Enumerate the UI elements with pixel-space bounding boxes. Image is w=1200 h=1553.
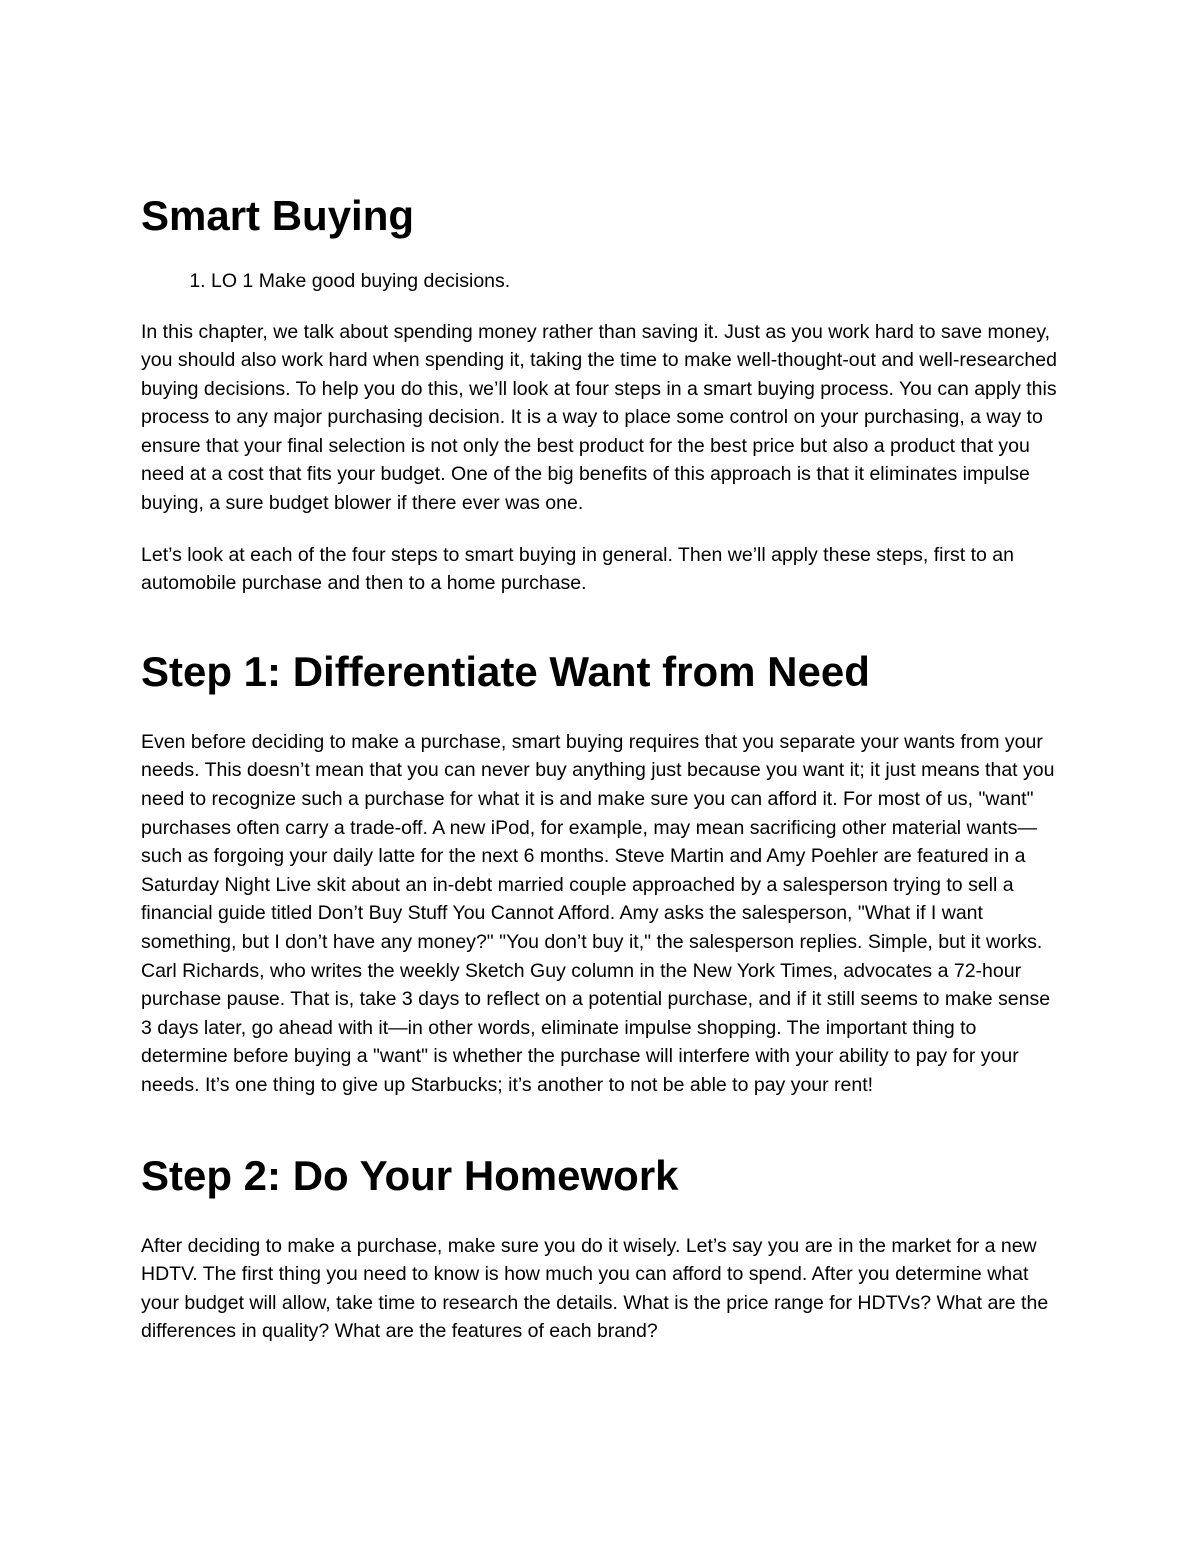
section-heading-step-2: Step 2: Do Your Homework	[141, 1151, 679, 1199]
list-item: 1. LO 1 Make good buying decisions.	[211, 267, 1063, 296]
section-body-step-1: Even before deciding to make a purchase, smart buying requires that you separate your wants from your needs. This doesn’t mean that you can never buy anything just because you want it; it just means that you need to recognize such a purchase for what it is and make sure you can afford it. For most of us, "want" purchases often carry a trade-off. A new iPod, for example, may mean sacrificing other material wants—such as forgoing your daily latte for the next 6 months. Steve Martin and Amy Poehler are featured in a Saturday Night Live skit about an in-debt married couple approached by a salesperson trying to sell a financial guide titled Don’t Buy Stuff You Cannot Afford. Amy asks the salesperson, "What if I want something, but I don’t have any money?" "You don’t buy it," the salesperson replies. Simple, but it works. Carl Richards, who writes the weekly Sketch Guy column in the New York Times, advocates a 72-hour purchase pause. That is, take 3 days to reflect on a potential purchase, and if it still seems to make sense 3 days later, go ahead with it—in other words, eliminate impulse shopping. The important thing to determine before buying a "want" is whether the purchase will interfere with your ability to pay for your needs. It’s one thing to give up Starbucks; it’s another to not be able to pay your rent!	[141, 730, 1055, 1096]
intro-paragraph: In this chapter, we talk about spending money rather than saving it. Just as you work hard to save money, you should also work hard when spending it, taking the time to make well-thought-out and well-researched buying decisions. To help you do this, we’ll look at four steps in a smart buying process. You can apply this process to any major purchasing decision. It is a way to place some control on your purchasing, a way to ensure that your final selection is not only the best product for the best price but also a product that you need at a cost that fits your budget. One of the big benefits of this approach is that it eliminates impulse buying, a sure budget blower if there ever was one.	[141, 320, 1057, 515]
document-page	[141, 190, 1063, 1346]
intro-paragraph: Let’s look at each of the four steps to smart buying in general. Then we’ll apply these steps, first to an automobile purchase and then to a home purchase.	[141, 543, 1014, 595]
learning-objectives-list	[141, 267, 1063, 296]
section-heading-step-1: Step 1: Differentiate Want from Need	[141, 647, 870, 695]
section-body-step-2: After deciding to make a purchase, make sure you do it wisely. Let’s say you are in the market for a new HDTV. The first thing you need to know is how much you can afford to spend. After you determine what your budget will allow, take time to research the details. What is the price range for HDTVs? What are the differences in quality? What are the features of each brand?	[141, 1234, 1049, 1343]
page-title: Smart Buying	[141, 192, 415, 239]
